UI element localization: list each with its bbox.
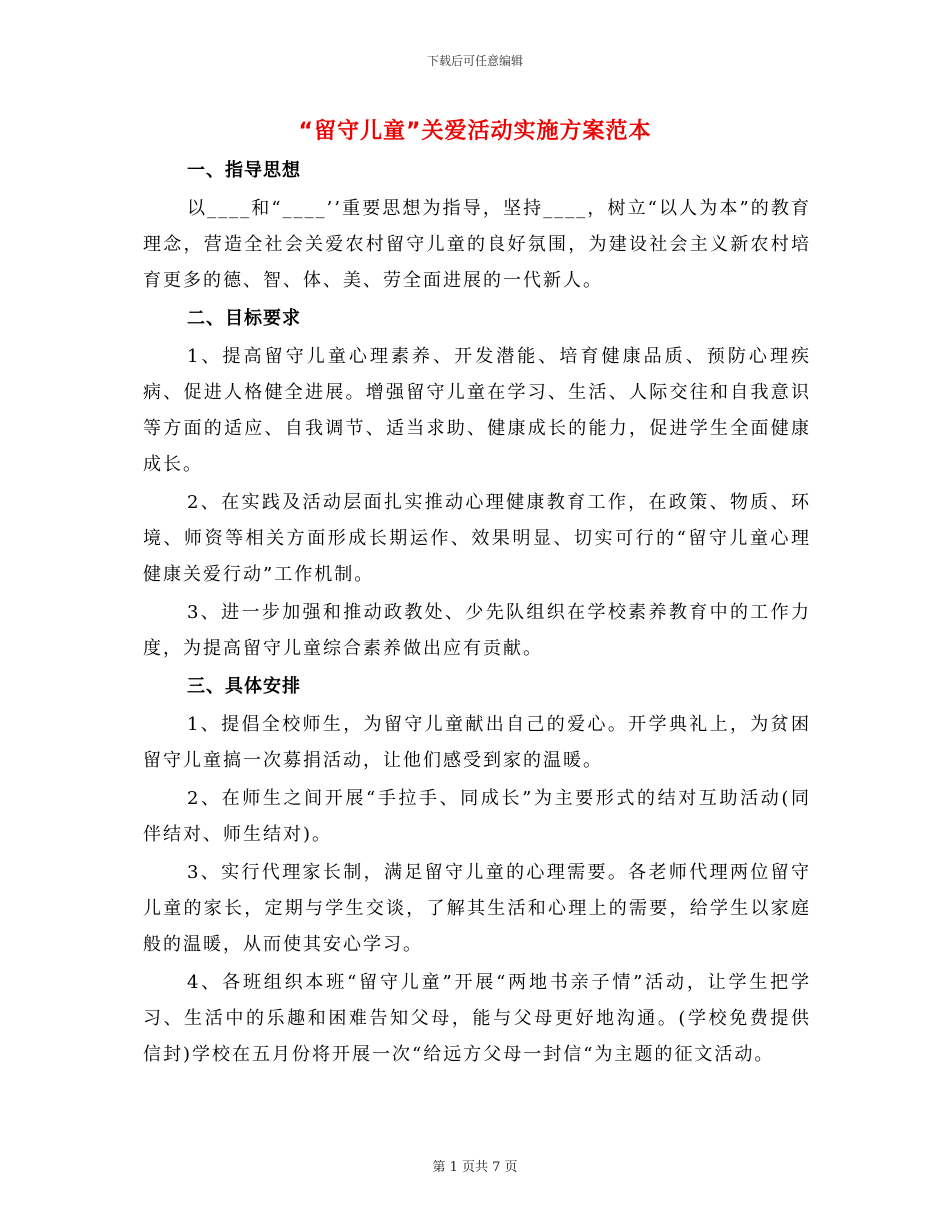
paragraph: 1、提倡全校师生，为留守儿童献出自己的爱心。开学典礼上，为贫困留守儿童搞一次募捐活动，让他们感受到家的温暖。 [143,714,811,771]
paragraph: 1、提高留守儿童心理素养、开发潜能、培育健康品质、预防心理疾病、促进人格健全进展。增强留守儿童在学习、生活、人际交往和自我意识等方面的适应、自我调节、适当求助、健康成长的能力，促进学生全面健康成长。 [143,346,811,475]
section-guiding-thought [143,153,811,299]
section-arrangements [143,669,811,1073]
paragraph: 3、进一步加强和推动政教处、少先队组织在学校素养教育中的工作力度，为提高留守儿童综合素养做出应有贡献。 [143,602,811,659]
paragraph: 2、在实践及活动层面扎实推动心理健康教育工作，在政策、物质、环境、师资等相关方面形成长期运作、效果明显、切实可行的“留守儿童心理健康关爱行动”工作机制。 [143,492,811,585]
paragraph: 2、在师生之间开展“手拉手、同成长”为主要形式的结对互助活动(同伴结对、师生结对)。 [143,788,811,845]
document-title: “留守儿童”关爱活动实施方案范本 [298,119,652,144]
section-heading: 二、目标要求 [187,308,301,329]
page-footer: 第 1 页共 7 页 [432,1160,518,1175]
paragraph: 以____和“____’’重要思想为指导，坚持____，树立“以人为本”的教育理念，营造全社会关爱农村留守儿童的良好氛围，为建设社会主义新农村培育更多的德、智、体、美、劳全面进展的一代新人。 [143,198,811,291]
document-body [143,153,811,1075]
section-goals [143,301,811,667]
paragraph: 4、各班组织本班“留守儿童”开展“两地书亲子情”活动，让学生把学习、生活中的乐趣和困难告知父母，能与父母更好地沟通。(学校免费提供信封)学校在五月份将开展一次“给远方父母一封信“为主题的征文活动。 [143,972,811,1065]
section-heading: 三、具体安排 [187,676,301,697]
header-note: 下载后可任意编辑 [426,54,523,68]
section-heading: 一、指导思想 [187,160,301,181]
paragraph: 3、实行代理家长制，满足留守儿童的心理需要。各老师代理两位留守儿童的家长，定期与学生交谈，了解其生活和心理上的需要，给学生以家庭般的温暖，从而使其安心学习。 [143,862,811,955]
